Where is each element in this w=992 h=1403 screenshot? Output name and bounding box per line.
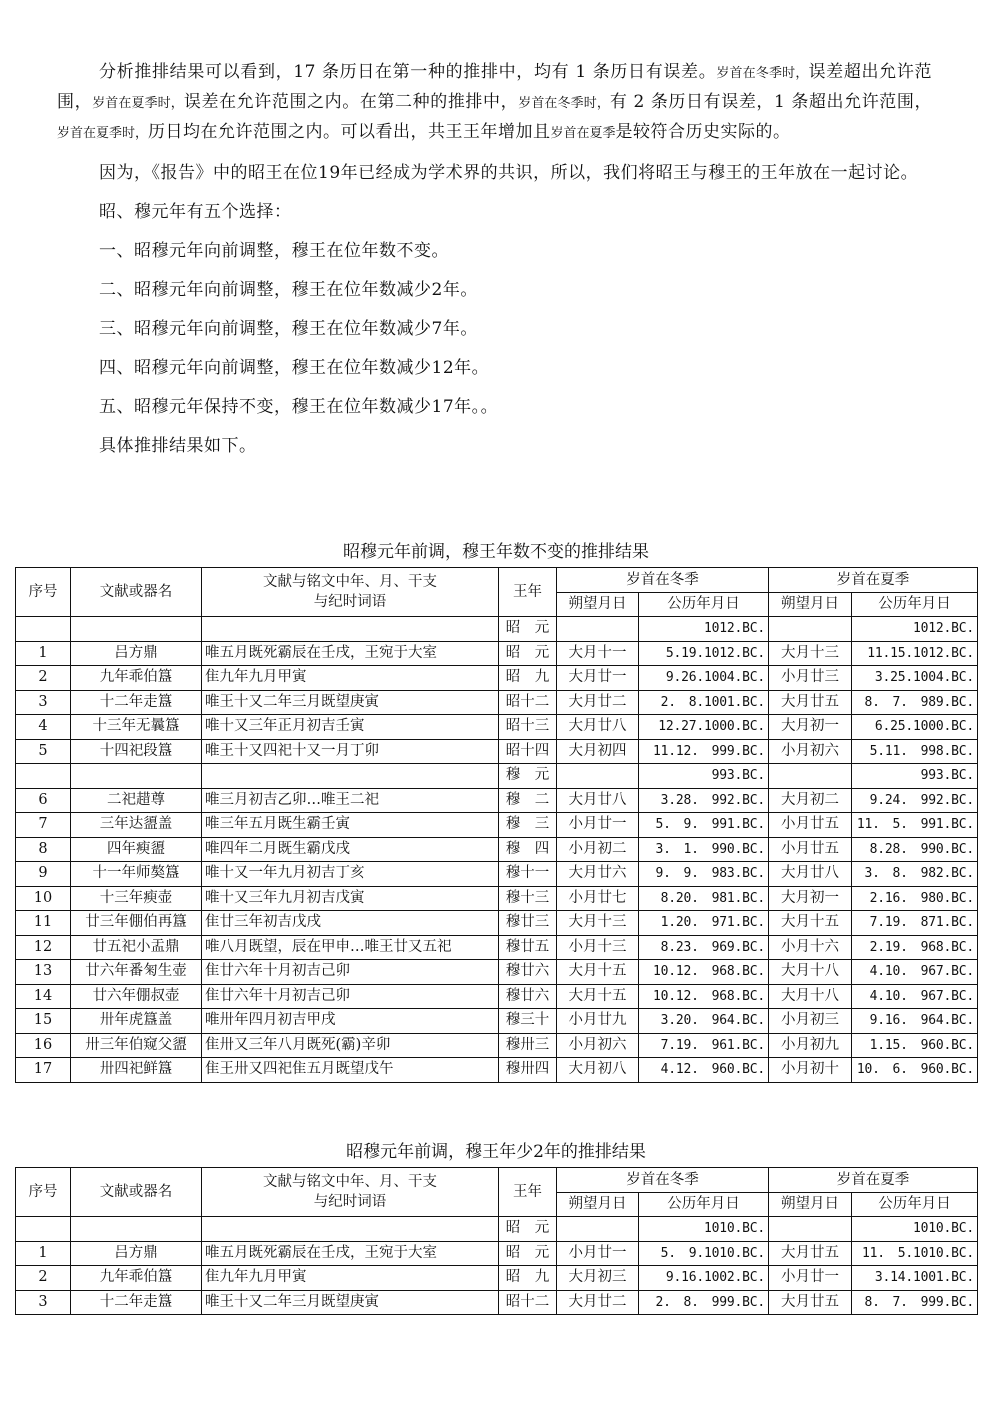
cell-summer-date: 10. 6. 960.BC. — [852, 1058, 978, 1083]
table-row — [16, 837, 978, 862]
cell-text — [202, 764, 499, 789]
cell-summer-lunar: 小月初三 — [769, 1009, 852, 1034]
table-row — [16, 960, 978, 985]
cell-summer-lunar: 大月廿八 — [769, 862, 852, 887]
cell-year: 穆廿三 — [499, 911, 557, 936]
cell-summer-lunar: 大月廿五 — [769, 1290, 852, 1315]
cell-text: 隹卅又三年八月既死(霸)辛卯 — [202, 1033, 499, 1058]
cell-seq: 1 — [16, 1241, 71, 1266]
cell-winter-lunar: 大月廿八 — [557, 788, 639, 813]
paragraph — [57, 159, 932, 187]
cell-summer-date: 6.25.1000.BC. — [852, 715, 978, 740]
table-body — [16, 1217, 978, 1315]
cell-winter-lunar: 大月十一 — [557, 641, 639, 666]
cell-winter-lunar: 大月初三 — [557, 1266, 639, 1291]
cell-summer-lunar: 小月廿五 — [769, 837, 852, 862]
cell-seq — [16, 1217, 71, 1242]
cell-text — [202, 1217, 499, 1242]
header-text-line2: 与纪时词语 — [313, 1194, 387, 1210]
cell-summer-date: 1.15. 960.BC. — [852, 1033, 978, 1058]
cell-summer-date: 3. 8. 982.BC. — [852, 862, 978, 887]
cell-summer-lunar: 大月廿五 — [769, 1241, 852, 1266]
table-row — [16, 862, 978, 887]
cell-winter-date: 8.20. 981.BC. — [639, 886, 769, 911]
cell-name: 九年乖伯簋 — [71, 666, 202, 691]
paragraph — [57, 315, 932, 343]
paragraph — [57, 393, 932, 421]
cell-summer-lunar: 小月廿五 — [769, 813, 852, 838]
result-table-2-section — [15, 1137, 977, 1315]
header-lunar: 朔望月日 — [769, 1192, 852, 1217]
result-table — [15, 1167, 978, 1315]
cell-winter-date: 993.BC. — [639, 764, 769, 789]
cell-name: 十三年无曩簋 — [71, 715, 202, 740]
cell-text: 唯十又三年九月初吉戊寅 — [202, 886, 499, 911]
table-row — [16, 911, 978, 936]
cell-year: 穆卅三 — [499, 1033, 557, 1058]
paragraph-small-text: 岁首在冬季时， — [518, 96, 610, 111]
cell-year: 昭十三 — [499, 715, 557, 740]
cell-winter-lunar: 大月初八 — [557, 1058, 639, 1083]
paragraph-text: 二、昭穆元年向前调整，穆王在位年数减少2年。 — [99, 280, 478, 300]
header-text — [202, 1168, 499, 1217]
cell-year: 昭 九 — [499, 1266, 557, 1291]
cell-name: 三年达盨盖 — [71, 813, 202, 838]
cell-summer-date: 993.BC. — [852, 764, 978, 789]
cell-winter-date: 3. 1. 990.BC. — [639, 837, 769, 862]
cell-winter-date: 4.12. 960.BC. — [639, 1058, 769, 1083]
cell-winter-date: 9.16.1002.BC. — [639, 1266, 769, 1291]
cell-winter-date: 5. 9.1010.BC. — [639, 1241, 769, 1266]
cell-seq: 16 — [16, 1033, 71, 1058]
cell-text: 隹廿六年十月初吉己卯 — [202, 960, 499, 985]
cell-winter-lunar: 小月廿七 — [557, 886, 639, 911]
cell-summer-date: 4.10. 967.BC. — [852, 984, 978, 1009]
result-table — [15, 567, 978, 1083]
cell-winter-lunar: 小月廿九 — [557, 1009, 639, 1034]
cell-text: 唯十又一年九月初吉丁亥 — [202, 862, 499, 887]
cell-summer-date: 8. 7. 999.BC. — [852, 1290, 978, 1315]
cell-text: 唯十又三年正月初吉壬寅 — [202, 715, 499, 740]
cell-seq: 9 — [16, 862, 71, 887]
table-row — [16, 715, 978, 740]
header-seq: 序号 — [16, 1168, 71, 1217]
cell-name: 卅三年伯窥父盨 — [71, 1033, 202, 1058]
paragraph-small-text: 岁首在夏季 — [550, 126, 616, 141]
cell-winter-date: 12.27.1000.BC. — [639, 715, 769, 740]
cell-year: 昭 元 — [499, 1241, 557, 1266]
cell-winter-lunar: 大月十五 — [557, 960, 639, 985]
header-text-line1: 文献与铭文中年、月、干支 — [263, 574, 437, 590]
header-name: 文献或器名 — [71, 1168, 202, 1217]
paragraph-text: 有 2 条历日有误差，1 条超出允许范围， — [609, 92, 933, 112]
cell-text: 唯王十又二年三月既望庚寅 — [202, 690, 499, 715]
cell-winter-date: 9. 9. 983.BC. — [639, 862, 769, 887]
result-table-1-section — [15, 537, 977, 1083]
cell-summer-date: 11.15.1012.BC. — [852, 641, 978, 666]
cell-winter-lunar: 大月初四 — [557, 739, 639, 764]
header-lunar: 朔望月日 — [557, 592, 639, 617]
cell-text: 唯三年五月既生霸壬寅 — [202, 813, 499, 838]
cell-year: 昭 元 — [499, 617, 557, 642]
cell-summer-lunar: 小月廿三 — [769, 666, 852, 691]
header-lunar: 朔望月日 — [769, 592, 852, 617]
cell-text: 唯五月既死霸辰在壬戌，王宛于大室 — [202, 1241, 499, 1266]
cell-summer-lunar: 大月十三 — [769, 641, 852, 666]
cell-winter-lunar: 小月初二 — [557, 837, 639, 862]
table-row — [16, 788, 978, 813]
cell-text: 唯王十又四祀十又一月丁卯 — [202, 739, 499, 764]
cell-winter-date: 3.20. 964.BC. — [639, 1009, 769, 1034]
cell-winter-lunar: 小月廿一 — [557, 813, 639, 838]
cell-text: 隹廿三年初吉戊戌 — [202, 911, 499, 936]
cell-year: 昭 元 — [499, 641, 557, 666]
header-year: 王年 — [499, 1168, 557, 1217]
cell-name: 卅年虎簋盖 — [71, 1009, 202, 1034]
cell-seq: 11 — [16, 911, 71, 936]
header-text-line1: 文献与铭文中年、月、干支 — [263, 1174, 437, 1190]
cell-seq: 5 — [16, 739, 71, 764]
table-title: 昭穆元年前调，穆王年数不变的推排结果 — [343, 542, 649, 562]
cell-name: 二祀趞尊 — [71, 788, 202, 813]
paragraph — [57, 237, 932, 265]
cell-seq: 1 — [16, 641, 71, 666]
table-row — [16, 764, 978, 789]
cell-summer-lunar: 小月初六 — [769, 739, 852, 764]
paragraph-small-text: 岁首在冬季时， — [716, 66, 809, 81]
cell-summer-date: 3.25.1004.BC. — [852, 666, 978, 691]
paragraph — [57, 354, 932, 382]
cell-year: 穆 四 — [499, 837, 557, 862]
header-lunar: 朔望月日 — [557, 1192, 639, 1217]
cell-name: 廿六年番匊生壶 — [71, 960, 202, 985]
cell-seq: 2 — [16, 666, 71, 691]
cell-seq: 2 — [16, 1266, 71, 1291]
cell-winter-date: 3.28. 992.BC. — [639, 788, 769, 813]
cell-text: 唯五月既死霸辰在壬戌，王宛于大室 — [202, 641, 499, 666]
cell-seq: 6 — [16, 788, 71, 813]
cell-winter-lunar: 大月十五 — [557, 984, 639, 1009]
cell-summer-lunar: 小月廿一 — [769, 1266, 852, 1291]
cell-year: 穆十三 — [499, 886, 557, 911]
cell-name: 廿五祀小盂鼎 — [71, 935, 202, 960]
cell-summer-date: 2.19. 968.BC. — [852, 935, 978, 960]
cell-year: 昭十二 — [499, 690, 557, 715]
paragraph-text: 误差在允许范围之内。在第二种的推排中， — [183, 92, 519, 112]
cell-name: 十二年走簋 — [71, 690, 202, 715]
cell-summer-date: 5.11. 998.BC. — [852, 739, 978, 764]
cell-summer-lunar: 大月廿五 — [769, 690, 852, 715]
cell-seq: 3 — [16, 690, 71, 715]
cell-winter-date: 1010.BC. — [639, 1217, 769, 1242]
table-row — [16, 1217, 978, 1242]
cell-winter-lunar — [557, 1217, 639, 1242]
cell-seq — [16, 764, 71, 789]
table-row — [16, 690, 978, 715]
paragraph-text: 分析推排结果可以看到，17 条历日在第一种的推排中，均有 1 条历日有误差。 — [99, 62, 717, 82]
cell-text: 隹廿六年十月初吉己卯 — [202, 984, 499, 1009]
cell-summer-date: 4.10. 967.BC. — [852, 960, 978, 985]
table-title: 昭穆元年前调，穆王年少2年的推排结果 — [346, 1142, 646, 1162]
cell-name: 四年瘐盨 — [71, 837, 202, 862]
cell-summer-date: 1012.BC. — [852, 617, 978, 642]
cell-winter-date: 11.12. 999.BC. — [639, 739, 769, 764]
body-text — [57, 58, 932, 471]
cell-year: 昭十四 — [499, 739, 557, 764]
cell-year: 穆廿六 — [499, 960, 557, 985]
header-text — [202, 568, 499, 617]
cell-summer-date: 11. 5.1010.BC. — [852, 1241, 978, 1266]
header-winter: 岁首在冬季 — [557, 1168, 769, 1193]
table-row — [16, 666, 978, 691]
cell-seq: 3 — [16, 1290, 71, 1315]
cell-winter-date: 7.19. 961.BC. — [639, 1033, 769, 1058]
cell-summer-date: 2.16. 980.BC. — [852, 886, 978, 911]
cell-winter-date: 5.19.1012.BC. — [639, 641, 769, 666]
header-summer: 岁首在夏季 — [769, 568, 978, 593]
paragraph-text: 一、昭穆元年向前调整，穆王在位年数不变。 — [99, 241, 449, 261]
table-row — [16, 813, 978, 838]
cell-winter-lunar: 大月廿一 — [557, 666, 639, 691]
cell-summer-date: 9.24. 992.BC. — [852, 788, 978, 813]
cell-summer-date: 8. 7. 989.BC. — [852, 690, 978, 715]
paragraph-text: 五、昭穆元年保持不变，穆王在位年数减少17年。。 — [99, 397, 499, 417]
header-winter: 岁首在冬季 — [557, 568, 769, 593]
cell-winter-date: 2. 8. 999.BC. — [639, 1290, 769, 1315]
cell-seq: 15 — [16, 1009, 71, 1034]
header-gregorian: 公历年月日 — [639, 1192, 769, 1217]
cell-year: 穆廿六 — [499, 984, 557, 1009]
cell-winter-lunar: 大月廿二 — [557, 690, 639, 715]
paragraph — [57, 276, 932, 304]
paragraph — [57, 198, 932, 226]
paragraph-text: 因为，《报告》中的昭王在位19年已经成为学术界的共识，所以，我们将昭王与穆王的王年放在一起讨论。 — [99, 163, 919, 183]
paragraph-text: 误差超出允许范围， — [57, 62, 932, 112]
paragraph-small-text: 岁首在夏季时， — [92, 96, 184, 111]
cell-name: 十三年瘐壶 — [71, 886, 202, 911]
cell-winter-date: 2. 8.1001.BC. — [639, 690, 769, 715]
cell-winter-date: 8.23. 969.BC. — [639, 935, 769, 960]
cell-text: 唯王十又二年三月既望庚寅 — [202, 1290, 499, 1315]
header-seq: 序号 — [16, 568, 71, 617]
cell-winter-lunar: 小月初六 — [557, 1033, 639, 1058]
header-gregorian: 公历年月日 — [852, 1192, 978, 1217]
cell-name: 卅四祀鲜簋 — [71, 1058, 202, 1083]
cell-year: 穆廿五 — [499, 935, 557, 960]
cell-winter-lunar: 大月廿二 — [557, 1290, 639, 1315]
cell-seq: 13 — [16, 960, 71, 985]
cell-summer-lunar: 大月十八 — [769, 984, 852, 1009]
cell-name: 廿三年倗伯再簋 — [71, 911, 202, 936]
paragraph-text: 具体推排结果如下。 — [99, 436, 257, 456]
cell-name — [71, 1217, 202, 1242]
cell-summer-lunar: 大月初一 — [769, 715, 852, 740]
cell-seq: 8 — [16, 837, 71, 862]
table-row — [16, 1290, 978, 1315]
cell-year: 穆 三 — [499, 813, 557, 838]
cell-summer-date: 1010.BC. — [852, 1217, 978, 1242]
header-text-line2: 与纪时词语 — [313, 594, 387, 610]
cell-summer-date: 11. 5. 991.BC. — [852, 813, 978, 838]
table-row — [16, 1241, 978, 1266]
table-row — [16, 641, 978, 666]
cell-name: 吕方鼎 — [71, 641, 202, 666]
cell-name: 十一年师獒簋 — [71, 862, 202, 887]
cell-year: 穆卅四 — [499, 1058, 557, 1083]
paragraph — [57, 432, 932, 460]
cell-winter-date: 10.12. 968.BC. — [639, 984, 769, 1009]
cell-name: 十四祀段簋 — [71, 739, 202, 764]
cell-summer-date: 8.28. 990.BC. — [852, 837, 978, 862]
cell-text: 唯八月既望，辰在甲申…唯王廿又五祀 — [202, 935, 499, 960]
cell-summer-date: 7.19. 871.BC. — [852, 911, 978, 936]
cell-name: 九年乖伯簋 — [71, 1266, 202, 1291]
cell-seq — [16, 617, 71, 642]
cell-year: 穆 二 — [499, 788, 557, 813]
table-row — [16, 984, 978, 1009]
cell-seq: 4 — [16, 715, 71, 740]
table-row — [16, 1033, 978, 1058]
cell-name: 廿六年倗叔壶 — [71, 984, 202, 1009]
cell-text: 唯三月初吉乙卯…唯王二祀 — [202, 788, 499, 813]
cell-winter-date: 10.12. 968.BC. — [639, 960, 769, 985]
cell-year: 穆三十 — [499, 1009, 557, 1034]
paragraph-small-text: 岁首在夏季时， — [57, 126, 149, 141]
paragraph-text: 历日均在允许范围之内。可以看出，共王王年增加且 — [148, 122, 551, 142]
cell-year: 昭 元 — [499, 1217, 557, 1242]
cell-winter-lunar: 大月廿六 — [557, 862, 639, 887]
paragraph-text: 四、昭穆元年向前调整，穆王在位年数减少12年。 — [99, 358, 490, 378]
cell-text: 隹九年九月甲寅 — [202, 666, 499, 691]
cell-summer-lunar: 小月十六 — [769, 935, 852, 960]
cell-name: 吕方鼎 — [71, 1241, 202, 1266]
cell-seq: 17 — [16, 1058, 71, 1083]
table-row — [16, 617, 978, 642]
cell-name — [71, 764, 202, 789]
cell-name: 十二年走簋 — [71, 1290, 202, 1315]
table-row — [16, 1058, 978, 1083]
cell-year: 昭十二 — [499, 1290, 557, 1315]
cell-summer-lunar: 大月初二 — [769, 788, 852, 813]
cell-seq: 7 — [16, 813, 71, 838]
paragraph — [57, 58, 932, 148]
cell-summer-lunar: 大月十五 — [769, 911, 852, 936]
table-row — [16, 1266, 978, 1291]
cell-winter-date: 1012.BC. — [639, 617, 769, 642]
header-gregorian: 公历年月日 — [639, 592, 769, 617]
cell-text — [202, 617, 499, 642]
header-name: 文献或器名 — [71, 568, 202, 617]
cell-summer-date: 9.16. 964.BC. — [852, 1009, 978, 1034]
paragraph-text: 是较符合历史实际的。 — [615, 122, 791, 142]
header-gregorian: 公历年月日 — [852, 592, 978, 617]
cell-summer-date: 3.14.1001.BC. — [852, 1266, 978, 1291]
cell-text: 隹王卅又四祀隹五月既望戊午 — [202, 1058, 499, 1083]
table-row — [16, 739, 978, 764]
cell-winter-date: 9.26.1004.BC. — [639, 666, 769, 691]
header-summer: 岁首在夏季 — [769, 1168, 978, 1193]
cell-seq: 12 — [16, 935, 71, 960]
paragraph-text: 三、昭穆元年向前调整，穆王在位年数减少7年。 — [99, 319, 478, 339]
cell-year: 穆十一 — [499, 862, 557, 887]
cell-name — [71, 617, 202, 642]
cell-winter-lunar: 大月十三 — [557, 911, 639, 936]
paragraph-text: 昭、穆元年有五个选择： — [99, 202, 292, 222]
cell-summer-lunar — [769, 764, 852, 789]
cell-summer-lunar — [769, 1217, 852, 1242]
cell-summer-lunar: 小月初九 — [769, 1033, 852, 1058]
cell-winter-lunar: 大月廿八 — [557, 715, 639, 740]
cell-year: 昭 九 — [499, 666, 557, 691]
table-row — [16, 935, 978, 960]
table-body — [16, 617, 978, 1083]
cell-summer-lunar: 大月初一 — [769, 886, 852, 911]
cell-text: 隹九年九月甲寅 — [202, 1266, 499, 1291]
cell-winter-date: 1.20. 971.BC. — [639, 911, 769, 936]
cell-text: 唯四年二月既生霸戊戌 — [202, 837, 499, 862]
cell-winter-lunar — [557, 764, 639, 789]
cell-seq: 10 — [16, 886, 71, 911]
cell-summer-lunar — [769, 617, 852, 642]
table-row — [16, 1009, 978, 1034]
cell-summer-lunar: 小月初十 — [769, 1058, 852, 1083]
cell-summer-lunar: 大月十八 — [769, 960, 852, 985]
cell-winter-lunar: 小月廿一 — [557, 1241, 639, 1266]
cell-year: 穆 元 — [499, 764, 557, 789]
table-row — [16, 886, 978, 911]
cell-winter-lunar: 小月十三 — [557, 935, 639, 960]
header-year: 王年 — [499, 568, 557, 617]
cell-seq: 14 — [16, 984, 71, 1009]
cell-winter-lunar — [557, 617, 639, 642]
cell-winter-date: 5. 9. 991.BC. — [639, 813, 769, 838]
cell-text: 唯卅年四月初吉甲戌 — [202, 1009, 499, 1034]
